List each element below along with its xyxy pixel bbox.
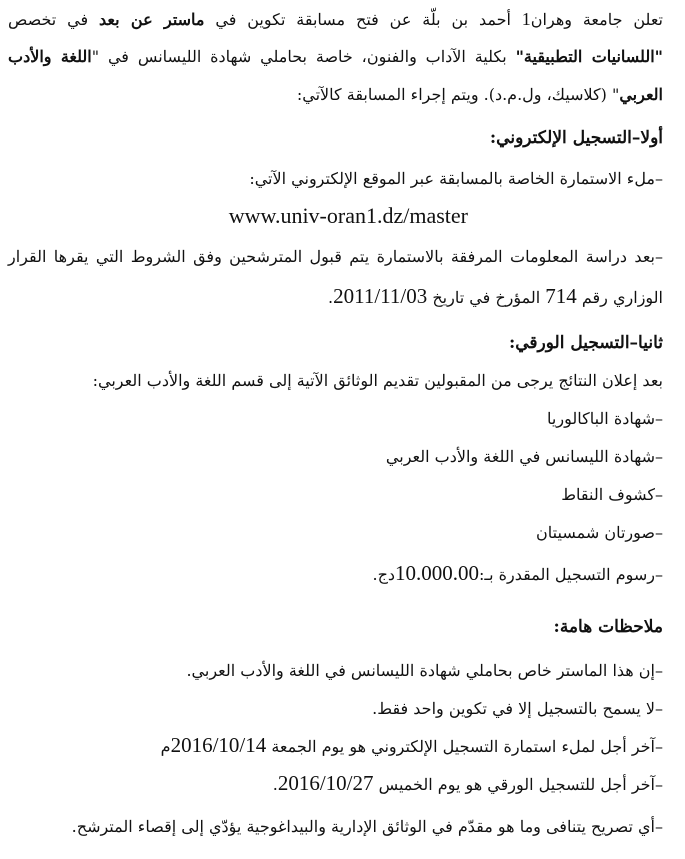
paper-intro: بعد إعلان النتائج يرجى من المقبولين تقديم الوثائق الآتية إلى قسم اللغة والأدب العربي: [92,371,663,390]
registration-url: www.univ-oran1.dz/master [228,203,468,228]
intro-text: أحمد بن بلّة عن فتح مسابقة تكوين في [204,10,522,29]
item-text: الوزاري رقم [576,288,663,307]
fee-currency: دج. [372,565,396,584]
document-item: –شهادة الباكالوريا [547,409,663,428]
registration-fee [8,562,663,586]
degree-field: العربي [619,85,663,104]
section-heading-notes: ملاحظات هامة: [553,617,663,637]
fee-amount: 10.000.00 [395,561,480,585]
note-text: م [160,737,171,756]
decree-date: 2011/11/03 [333,284,428,308]
note-text: –آخر أجل للتسجيل الورقي هو يوم الخميس [373,775,663,794]
intro-line-2 [8,46,663,68]
online-item-1: –ملء الاستمارة الخاصة بالمسابقة عبر الموقع الإلكتروني الآتي: [249,169,663,188]
fee-label: –رسوم التسجيل المقدرة بـ: [479,565,663,584]
document-item: –كشوف النقاط [561,485,663,504]
specialty-name: "اللسانيات التطبيقية" [515,47,664,66]
section-heading-online: أولا–التسجيل الإلكتروني: [489,128,663,148]
item-text: . [328,288,334,307]
degree-field: اللغة والأدب [8,47,92,66]
intro-number: 1 [521,9,531,29]
online-item-2-line-1: –بعد دراسة المعلومات المرفقة بالاستمارة يتم قبول المترشحين وفق الشروط التي يقرها القرار [8,247,663,266]
intro-line-1 [8,8,663,31]
note-item: –لا يسمح بالتسجيل إلا في تكوين واحد فقط. [372,699,663,718]
online-deadline-date: 2016/10/14 [170,733,267,757]
item-text: المؤرخ في تاريخ [427,288,546,307]
note-text: . [272,775,278,794]
decree-number: 714 [545,284,577,308]
note-item [8,734,663,758]
note-item [8,772,663,796]
note-item: –إن هذا الماستر خاص بحاملي شهادة الليسانس في اللغة والأدب العربي. [186,661,663,680]
document-item: –صورتان شمسيتان [536,523,663,542]
section-heading-paper: ثانيا–التسجيل الورقي: [508,333,663,353]
intro-text: " (كلاسيك، ول.م.د). ويتم إجراء المسابقة كالآتي: [296,85,620,104]
intro-text: في تخصص [8,10,99,29]
paper-deadline-date: 2016/10/27 [277,771,374,795]
note-text: –آخر أجل لملء استمارة التسجيل الإلكتروني هو يوم الجمعة [266,737,663,756]
intro-line-3 [8,84,663,106]
online-item-2-line-2 [8,285,663,309]
intro-text: تعلن جامعة وهران [530,10,663,29]
note-item: –أي تصريح يتنافى وما هو مقدّم في الوثائق الإدارية والبيداغوجية يؤدّي إلى إقصاء المترشح. [71,817,663,836]
intro-text: بكلية الآداب والفنون، خاصة بحاملي شهادة الليسانس في " [91,47,516,66]
document-item: –شهادة الليسانس في اللغة والأدب العربي [385,447,663,466]
program-type: ماستر عن بعد [98,10,205,29]
